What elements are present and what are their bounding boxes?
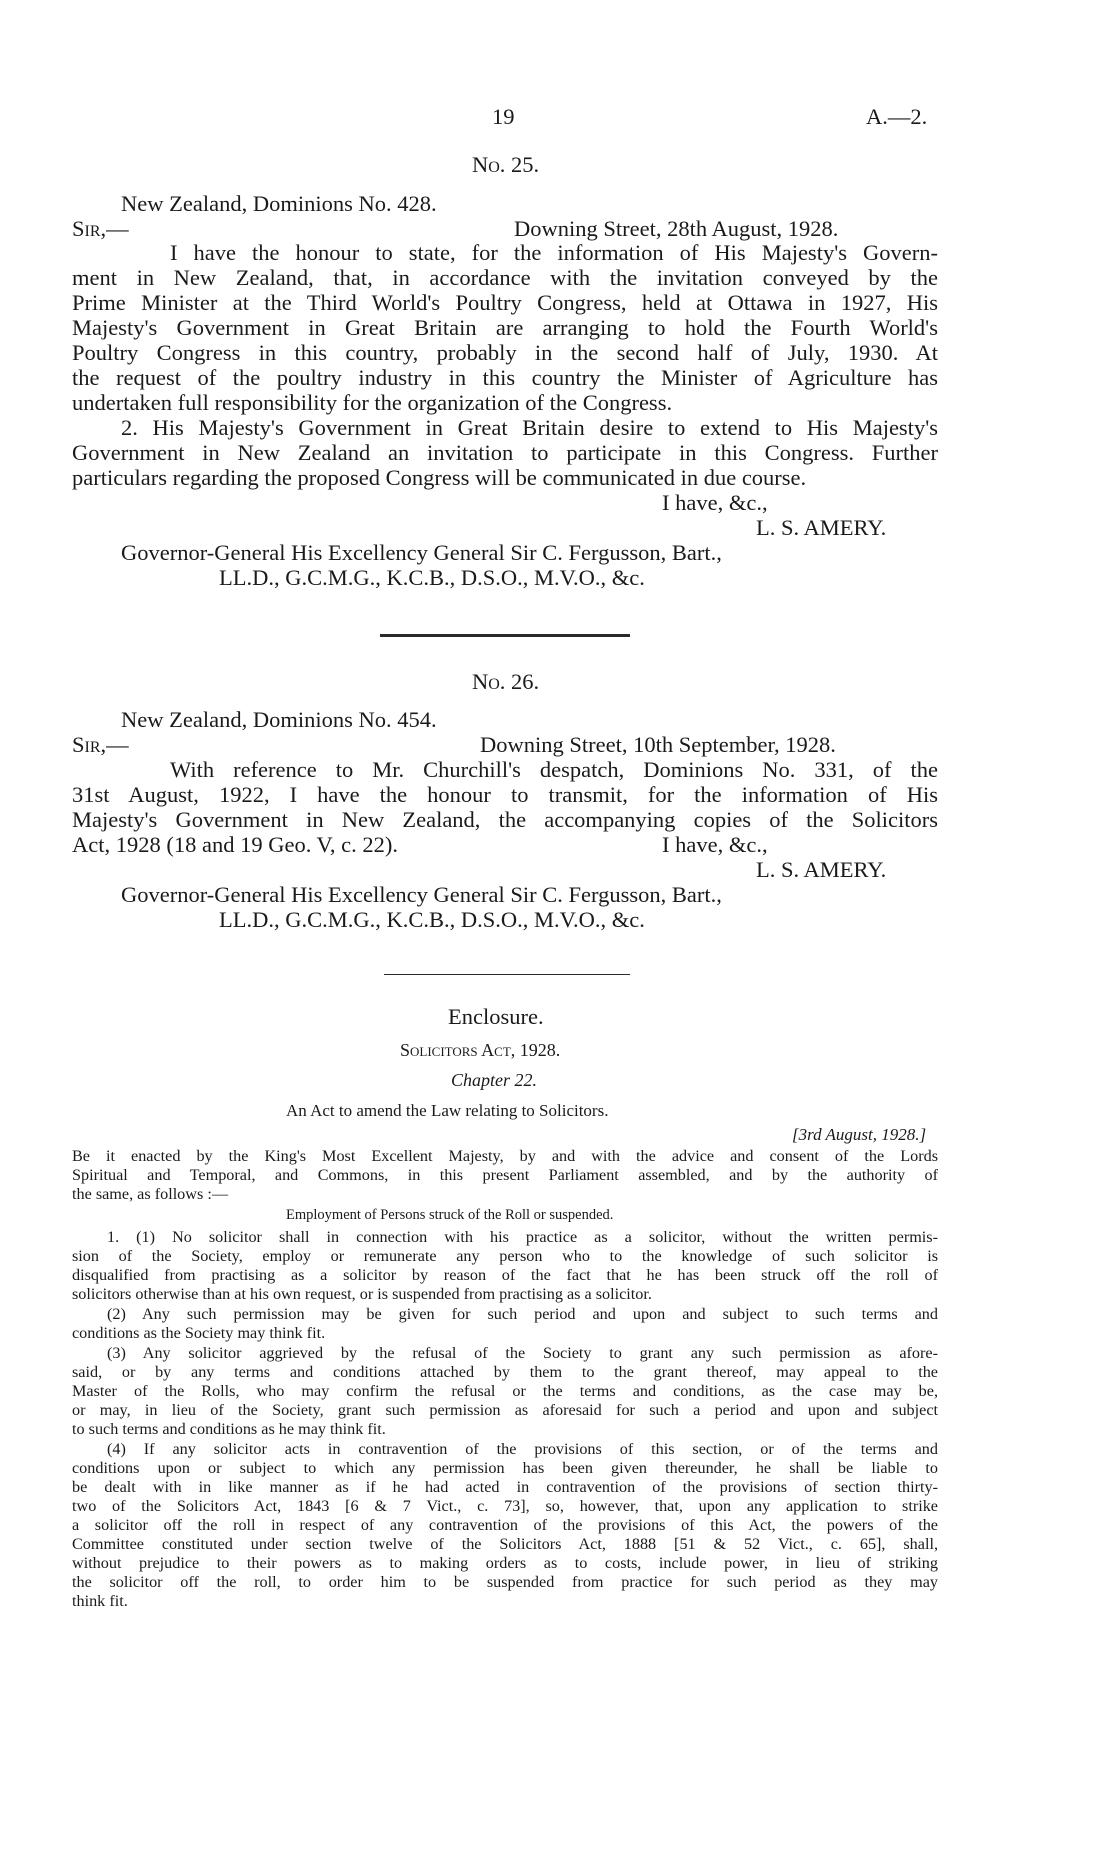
despatch-26-body-line: 31st August, 1922, I have the honour to transmit, for the information of His bbox=[72, 782, 938, 807]
subsection-3-line: to such terms and conditions as he may think fit. bbox=[72, 1420, 386, 1438]
despatch-25-body-line: 2. His Majesty's Government in Great Britain desire to extend to His Majesty's bbox=[121, 415, 938, 440]
despatch-26-signature: L. S. AMERY. bbox=[756, 857, 887, 882]
subsection-3-line: or may, in lieu of the Society, grant such permission as aforesaid for such a period and upon and subject bbox=[72, 1401, 938, 1419]
despatch-26-addressee: Governor-General His Excellency General Sir C. Fergusson, Bart., bbox=[121, 882, 722, 907]
subsection-1-line: disqualified from practising as a solicitor by reason of the fact that he has been struck off the roll of bbox=[72, 1266, 938, 1284]
despatch-25-place-date: Downing Street, 28th August, 1928. bbox=[514, 216, 839, 241]
despatch-26-body-line: Act, 1928 (18 and 19 Geo. V, c. 22). bbox=[72, 832, 398, 857]
subsection-4-line: a solicitor off the roll in respect of any contravention of the provisions of this Act, the powers of the bbox=[72, 1516, 938, 1534]
despatch-25-salutation: Sir,— bbox=[72, 216, 129, 241]
despatch-25-body-line: Poultry Congress in this country, probably in the second half of July, 1930. At bbox=[72, 340, 938, 365]
despatch-25-body-line: I have the honour to state, for the information of His Majesty's Govern- bbox=[170, 240, 938, 265]
enacting-formula-line: Be it enacted by the King's Most Excellent Majesty, by and with the advice and consent of the Lords bbox=[72, 1147, 938, 1165]
despatch-26-salutation: Sir,— bbox=[72, 732, 129, 757]
despatch-26-title: No. 26. bbox=[472, 669, 540, 694]
subsection-4-line: (4) If any solicitor acts in contravention of the provisions of this section, or of the terms and bbox=[107, 1440, 938, 1458]
assent-date: [3rd August, 1928.] bbox=[792, 1125, 927, 1144]
despatch-25-body-line: undertaken full responsibility for the organization of the Congress. bbox=[72, 390, 673, 415]
despatch-25-body-line: Prime Minister at the Third World's Poultry Congress, held at Ottawa in 1927, His bbox=[72, 290, 938, 315]
despatch-25-body-line: ment in New Zealand, that, in accordance with the invitation conveyed by the bbox=[72, 265, 938, 290]
despatch-25-body-line: Government in New Zealand an invitation to participate in this Congress. Further bbox=[72, 440, 938, 465]
subsection-4-line: Committee constituted under section twelve of the Solicitors Act, 1888 [51 & 52 Vict., c. 65], shall, bbox=[72, 1535, 938, 1553]
chapter-number: Chapter 22. bbox=[451, 1070, 538, 1090]
despatch-25-closing: I have, &c., bbox=[662, 490, 768, 515]
subsection-4-line: conditions upon or subject to which any permission has been given thereunder, he shall be liable to bbox=[72, 1459, 938, 1477]
enclosure-title: Enclosure. bbox=[448, 1004, 544, 1029]
despatch-26-body-line: With reference to Mr. Churchill's despatch, Dominions No. 331, of the bbox=[170, 757, 938, 782]
subsection-1-line: sion of the Society, employ or remunerate any person who to the knowledge of such solicitor is bbox=[72, 1247, 938, 1265]
page-number: 19 bbox=[492, 104, 515, 129]
enacting-formula-line: Spiritual and Temporal, and Commons, in this present Parliament assembled, and by the authority of bbox=[72, 1166, 938, 1184]
subsection-4-line: the solicitor off the roll, to order him to be suspended from practice for such period as they may bbox=[72, 1573, 938, 1591]
despatch-25-body-line: Majesty's Government in Great Britain are arranging to hold the Fourth World's bbox=[72, 315, 938, 340]
despatch-25-body-line: the request of the poultry industry in this country the Minister of Agriculture has bbox=[72, 365, 938, 390]
despatch-25-addressee: Governor-General His Excellency General Sir C. Fergusson, Bart., bbox=[121, 540, 722, 565]
act-title: Solicitors Act, 1928. bbox=[400, 1040, 561, 1060]
subsection-2-line: conditions as the Society may think fit. bbox=[72, 1324, 326, 1342]
subsection-4-line: think fit. bbox=[72, 1592, 128, 1610]
despatch-26-closing: I have, &c., bbox=[662, 832, 768, 857]
subsection-4-line: without prejudice to their powers as to making orders as to costs, include power, in lieu of striking bbox=[72, 1554, 938, 1572]
despatch-25-title: No. 25. bbox=[472, 152, 540, 177]
enacting-formula-line: the same, as follows :— bbox=[72, 1185, 229, 1203]
despatch-25-body-line: particulars regarding the proposed Congress will be communicated in due course. bbox=[72, 465, 807, 490]
despatch-26-place-date: Downing Street, 10th September, 1928. bbox=[480, 732, 836, 757]
long-title: An Act to amend the Law relating to Solicitors. bbox=[286, 1101, 609, 1120]
section-divider bbox=[380, 634, 630, 637]
subsection-1-line: solicitors otherwise than at his own request, or is suspended from practising as a solicitor. bbox=[72, 1285, 652, 1303]
subsection-3-line: said, or by any terms and conditions attached by them to the grant thereof, may appeal to the bbox=[72, 1363, 938, 1381]
despatch-26-addressee-honours: LL.D., G.C.M.G., K.C.B., D.S.O., M.V.O., &c. bbox=[219, 907, 645, 932]
subsection-1-line: 1. (1) No solicitor shall in connection with his practice as a solicitor, without the written permis- bbox=[107, 1228, 938, 1246]
subsection-4-line: be dealt with in like manner as if he had acted in contravention of the provisions of section thirty- bbox=[72, 1478, 938, 1496]
section-heading: Employment of Persons struck of the Roll or suspended. bbox=[286, 1207, 614, 1223]
despatch-25-signature: L. S. AMERY. bbox=[756, 515, 887, 540]
subsection-2-line: (2) Any such permission may be given for such period and upon and subject to such terms and bbox=[107, 1305, 938, 1323]
subsection-3-line: Master of the Rolls, who may confirm the refusal or the terms and conditions, as the case may be, bbox=[72, 1382, 938, 1400]
subsection-4-line: two of the Solicitors Act, 1843 [6 & 7 Vict., c. 73], so, however, that, upon any application to strike bbox=[72, 1497, 938, 1515]
despatch-26-reference: New Zealand, Dominions No. 454. bbox=[121, 707, 437, 732]
despatch-26-body-line: Majesty's Government in New Zealand, the accompanying copies of the Solicitors bbox=[72, 807, 938, 832]
section-divider bbox=[384, 974, 630, 975]
despatch-25-addressee-honours: LL.D., G.C.M.G., K.C.B., D.S.O., M.V.O., &c. bbox=[219, 565, 645, 590]
subsection-3-line: (3) Any solicitor aggrieved by the refusal of the Society to grant any such permission as afore- bbox=[107, 1344, 938, 1362]
despatch-25-reference: New Zealand, Dominions No. 428. bbox=[121, 191, 437, 216]
document-code: A.—2. bbox=[866, 104, 928, 129]
